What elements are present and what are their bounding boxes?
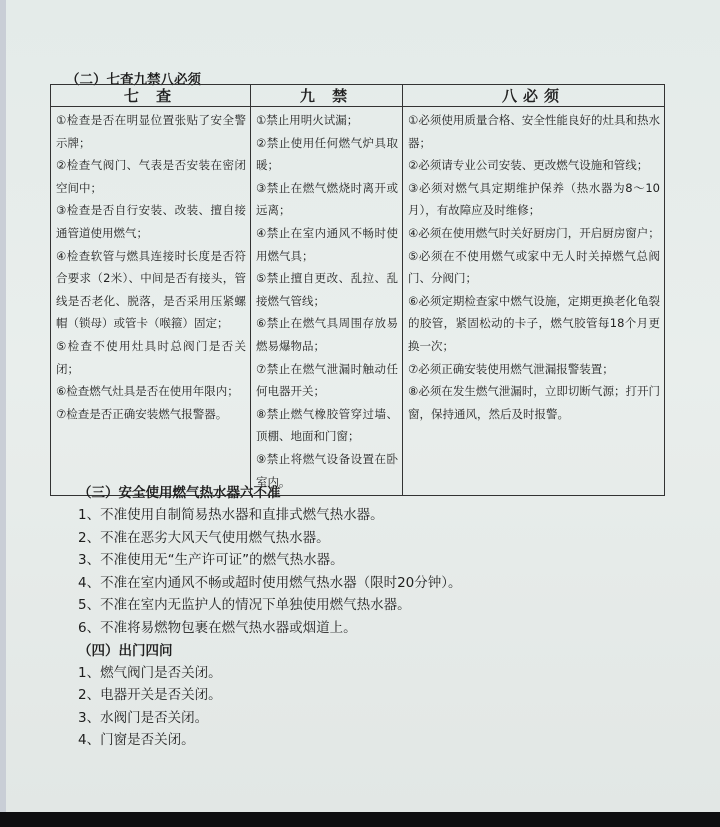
header-eight-musts: 八必须 xyxy=(403,85,665,107)
check-item: ⑦检查是否正确安装燃气报警器。 xyxy=(56,406,228,421)
ban-item: ⑨禁止将燃气设备设置在卧室内。 xyxy=(256,451,398,489)
rule-item: 4、不准在室内通风不畅或超时使用燃气热水器（限时20分钟）。 xyxy=(78,574,462,591)
checks-bans-musts-table xyxy=(50,84,665,496)
must-item: ④必须在使用燃气时关好厨房门，开启厨房窗户； xyxy=(408,225,660,240)
question-item: 1、燃气阀门是否关闭。 xyxy=(78,664,222,681)
rule-item: 1、不准使用自制简易热水器和直排式燃气热水器。 xyxy=(78,507,384,523)
bottom-bar xyxy=(0,812,720,827)
ban-item: ⑥禁止在燃气具周围存放易燃易爆物品； xyxy=(256,316,398,353)
ban-item: ③禁止在燃气燃烧时离开或远离； xyxy=(256,180,398,218)
seven-checks-cell xyxy=(51,107,251,496)
question-item: 4、门窗是否关闭。 xyxy=(78,732,195,749)
rule-item: 3、不准使用无“生产许可证”的燃气热水器。 xyxy=(78,552,344,569)
eight-musts-cell xyxy=(403,107,665,496)
lower-sections xyxy=(78,482,678,752)
check-item: ②检查气阀门、气表是否安装在密闭空间中； xyxy=(56,158,246,195)
check-item: ⑤检查不使用灶具时总阀门是否关闭； xyxy=(56,338,246,376)
must-item: ⑦必须正确安装使用燃气泄漏报警装置； xyxy=(408,361,614,376)
rule-item: 5、不准在室内无监护人的情况下单独使用燃气热水器。 xyxy=(78,597,411,614)
rule-item: 2、不准在恶劣大风天气使用燃气热水器。 xyxy=(78,529,330,546)
must-item: ⑤必须在不使用燃气或家中无人时关掉燃气总阀门、分阀门； xyxy=(408,248,660,286)
ban-item: ④禁止在室内通风不畅时使用燃气具； xyxy=(256,225,398,263)
ban-item: ⑧禁止燃气橡胶管穿过墙、顶棚、地面和门窗； xyxy=(256,406,398,444)
question-item: 3、水阀门是否关闭。 xyxy=(78,709,209,726)
ban-item: ⑤禁止擅自更改、乱拉、乱接燃气管线； xyxy=(256,271,398,308)
check-item: ④检查软管与燃具连接时长度是否符合要求（2米）、中间是否有接头，管线是否老化、脱落，是否采用压紧螺帽（锁母）或管卡（喉箍）固定； xyxy=(56,248,246,331)
rule-item: 6、不准将易燃物包裹在燃气热水器或烟道上。 xyxy=(78,619,357,636)
check-item: ③检查是否自行安装、改装、擅自接通管道使用燃气； xyxy=(56,203,246,240)
section4-title: （四）出门四问 xyxy=(78,642,173,659)
header-seven-checks: 七 查 xyxy=(51,85,251,107)
header-nine-bans: 九 禁 xyxy=(251,85,403,107)
check-item: ⑥检查燃气灶具是否在使用年限内； xyxy=(56,384,239,399)
must-item: ②必须请专业公司安装、更改燃气设施和管线； xyxy=(408,158,649,173)
must-item: ⑧必须在发生燃气泄漏时，立即切断气源；打开门窗，保持通风，然后及时报警。 xyxy=(408,384,660,421)
ban-item: ②禁止使用任何燃气炉具取暖； xyxy=(256,135,398,173)
section3-title: （三）安全使用燃气热水器六不准 xyxy=(78,485,281,501)
ban-item: ①禁止用明火试漏； xyxy=(256,113,359,127)
must-item: ⑥必须定期检查家中燃气设施，定期更换老化龟裂的胶管，紧固松动的卡子，燃气胶管每18个月更换一次； xyxy=(408,293,660,353)
check-item: ①检查是否在明显位置张贴了安全警示牌； xyxy=(56,113,246,150)
question-item: 2、电器开关是否关闭。 xyxy=(78,687,222,704)
must-item: ③必须对燃气具定期维护保养（热水器为8～10月），有故障应及时维修； xyxy=(408,180,660,218)
section2-title: （二）七查九禁八必须 xyxy=(66,72,201,88)
must-item: ①必须使用质量合格、安全性能良好的灶具和热水器； xyxy=(408,113,660,150)
ban-item: ⑦禁止在燃气泄漏时触动任何电器开关； xyxy=(256,361,398,399)
nine-bans-cell xyxy=(251,107,403,496)
